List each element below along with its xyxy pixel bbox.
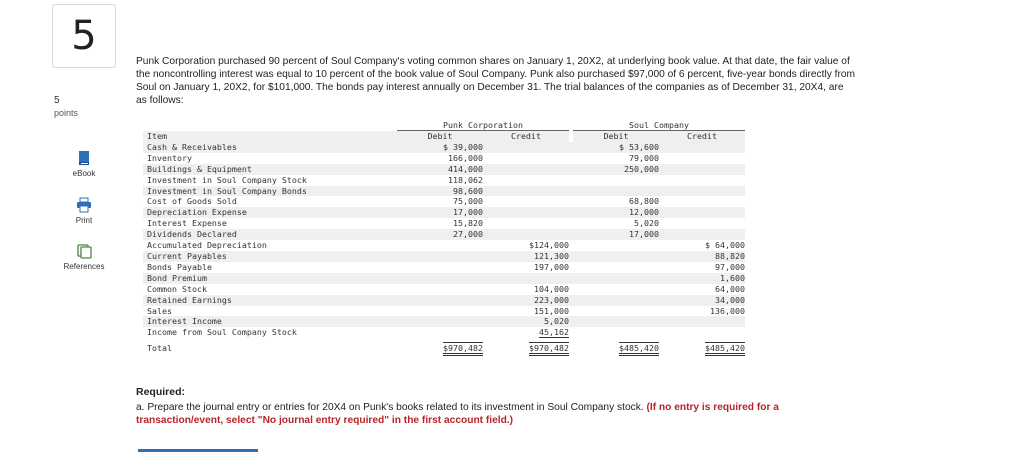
- punk-debit: [397, 251, 483, 262]
- references-icon: [76, 243, 92, 259]
- soul-credit: [659, 316, 745, 327]
- punk-debit: 15,820: [453, 218, 483, 229]
- table-row: [143, 240, 745, 251]
- soul-credit-total: $485,420: [705, 342, 745, 356]
- required-instruction: a. Prepare the journal entry or entries for 20X4 on Punk's books related to its investment in Soul Company stock.: [136, 402, 644, 413]
- soul-debit: 68,800: [629, 196, 659, 207]
- soul-debit: [573, 316, 659, 327]
- table-row: [143, 175, 745, 186]
- punk-credit: [483, 273, 569, 284]
- punk-debit: [397, 316, 483, 327]
- row-item: Retained Earnings: [143, 295, 397, 306]
- soul-credit: 64,000: [715, 283, 745, 294]
- soul-debit: [573, 327, 659, 338]
- punk-credit: [483, 175, 569, 186]
- soul-debit: $ 53,600: [573, 142, 659, 153]
- punk-credit-total: $970,482: [529, 342, 569, 356]
- soul-debit: 250,000: [573, 164, 659, 175]
- row-item: Accumulated Depreciation: [147, 240, 267, 251]
- soul-credit: [659, 164, 745, 175]
- item-header: Item: [143, 131, 397, 142]
- question-prompt: Punk Corporation purchased 90 percent of Soul Company's voting common shares on January 1, 20X2, at underlying book value. At that date, the fair value of the noncontrolling interest was equal to 10 percent of the book value of Soul Company. Punk also purchased $97,000 of 6 percent, five-year bonds directly from Soul on January 1, 20X2, for $101,000. The bonds pay interest annually on December 31. The trial balances of the companies as of December 31, 20X4, are as follows:: [136, 56, 856, 106]
- soul-credit: [659, 175, 745, 186]
- punk-credit: 223,000: [483, 295, 569, 306]
- punk-debit: [397, 262, 483, 273]
- punk-credit: 197,000: [534, 261, 569, 272]
- punk-credit: 121,300: [483, 251, 569, 262]
- group-header-punk: Punk Corporation: [397, 120, 569, 131]
- table-row: [143, 306, 745, 317]
- soul-debit: [573, 273, 659, 284]
- soul-debit: [573, 251, 659, 262]
- row-item: Depreciation Expense: [143, 207, 397, 218]
- punk-credit: $124,000: [529, 240, 569, 251]
- soul-credit: 97,000: [715, 261, 745, 272]
- punk-credit: [483, 229, 569, 240]
- table-row: [143, 218, 745, 229]
- row-item: Sales: [147, 305, 172, 316]
- table-row: [143, 273, 745, 284]
- soul-debit: 17,000: [573, 229, 659, 240]
- soul-debit: [573, 186, 659, 197]
- table-row: [143, 295, 745, 306]
- table-row: [143, 142, 745, 153]
- print-label: Print: [75, 216, 93, 225]
- soul-credit: 136,000: [710, 305, 745, 316]
- row-item: Common Stock: [147, 283, 207, 294]
- punk-credit: [483, 164, 569, 175]
- row-item: Current Payables: [143, 251, 397, 262]
- soul-credit: [659, 327, 745, 338]
- points-value: 5: [54, 95, 60, 106]
- table-row: [143, 327, 745, 338]
- references-button[interactable]: [58, 243, 110, 275]
- soul-credit: [659, 207, 745, 218]
- punk-credit: [483, 186, 569, 197]
- row-item: Investment in Soul Company Stock: [147, 174, 307, 185]
- punk-credit: [483, 153, 569, 164]
- soul-debit: [573, 175, 659, 186]
- punk-debit: 118,062: [448, 174, 483, 185]
- soul-credit: [659, 218, 745, 229]
- soul-debit: [573, 306, 659, 317]
- punk-credit: 104,000: [534, 283, 569, 294]
- punk-debit: [397, 273, 483, 284]
- row-item: Bonds Payable: [147, 261, 212, 272]
- question-number: 5: [52, 4, 116, 68]
- row-item: Inventory: [147, 152, 192, 163]
- references-label: References: [63, 262, 105, 271]
- required-text: [136, 401, 836, 427]
- soul-credit: 1,600: [659, 273, 745, 284]
- soul-debit: [573, 262, 659, 273]
- table-row: [143, 316, 745, 327]
- row-item: Investment in Soul Company Bonds: [143, 186, 397, 197]
- punk-debit: [397, 306, 483, 317]
- row-item: Interest Income: [143, 316, 397, 327]
- soul-credit: $ 64,000: [705, 240, 745, 251]
- table-row: [143, 164, 745, 175]
- punk-debit: 27,000: [397, 229, 483, 240]
- punk-debit: 98,600: [397, 186, 483, 197]
- ebook-button[interactable]: [58, 150, 110, 182]
- punk-debit: [397, 327, 483, 338]
- required-title: Required:: [136, 386, 186, 398]
- book-icon: [76, 150, 92, 166]
- table-row: [143, 153, 745, 164]
- punk-debit: 17,000: [397, 207, 483, 218]
- row-item: Dividends Declared: [143, 229, 397, 240]
- punk-credit: 45,162: [539, 327, 569, 338]
- soul-credit: [659, 229, 745, 240]
- punk-credit: [483, 207, 569, 218]
- table-row: [143, 251, 745, 262]
- soul-debit: [573, 240, 659, 251]
- group-header-soul: Soul Company: [573, 120, 745, 131]
- soul-debit-header: Debit: [573, 131, 659, 142]
- row-item: Income from Soul Company Stock: [147, 327, 297, 338]
- punk-debit: [397, 240, 483, 251]
- soul-credit: 34,000: [659, 295, 745, 306]
- soul-debit: 5,020: [634, 218, 659, 229]
- punk-credit: 151,000: [534, 305, 569, 316]
- punk-debit: 75,000: [453, 196, 483, 207]
- soul-debit: 12,000: [573, 207, 659, 218]
- punk-debit: $ 39,000: [397, 142, 483, 153]
- table-row: [143, 186, 745, 197]
- print-button[interactable]: [58, 197, 110, 229]
- punk-credit: [483, 196, 569, 207]
- soul-credit: [659, 142, 745, 153]
- soul-credit: [659, 196, 745, 207]
- required-note: (If no entry is required for a transaction/event, select "No journal entry required" in the first account field.): [136, 402, 779, 426]
- punk-debit: [397, 284, 483, 295]
- soul-credit: [659, 153, 745, 164]
- soul-debit: [573, 295, 659, 306]
- row-item: Cash & Receivables: [143, 142, 397, 153]
- printer-icon: [76, 197, 92, 213]
- punk-credit: 5,020: [483, 316, 569, 327]
- soul-debit: [573, 284, 659, 295]
- soul-credit-header: Credit: [659, 131, 745, 142]
- punk-debit-header: Debit: [397, 131, 483, 142]
- table-row: [143, 284, 745, 295]
- ebook-label: eBook: [72, 169, 96, 178]
- punk-debit: 166,000: [448, 152, 483, 163]
- total-label: Total: [147, 343, 172, 354]
- row-item: Cost of Goods Sold: [147, 196, 237, 207]
- soul-credit: 88,820: [659, 251, 745, 262]
- punk-debit: [397, 295, 483, 306]
- punk-credit: [483, 142, 569, 153]
- row-item: Buildings & Equipment: [143, 164, 397, 175]
- row-item: Interest Expense: [147, 218, 227, 229]
- table-row: [143, 207, 745, 218]
- soul-debit: 79,000: [629, 152, 659, 163]
- punk-credit-header: Credit: [483, 131, 569, 142]
- punk-debit-total: $970,482: [443, 342, 483, 356]
- table-row: [143, 196, 745, 207]
- soul-debit-total: $485,420: [619, 342, 659, 356]
- row-item: Bond Premium: [143, 273, 397, 284]
- table-row: [143, 229, 745, 240]
- table-row: [143, 262, 745, 273]
- soul-credit: [659, 186, 745, 197]
- trial-balance-table: [143, 120, 745, 358]
- punk-credit: [483, 218, 569, 229]
- punk-debit: 414,000: [397, 164, 483, 175]
- points-label: points: [54, 108, 79, 118]
